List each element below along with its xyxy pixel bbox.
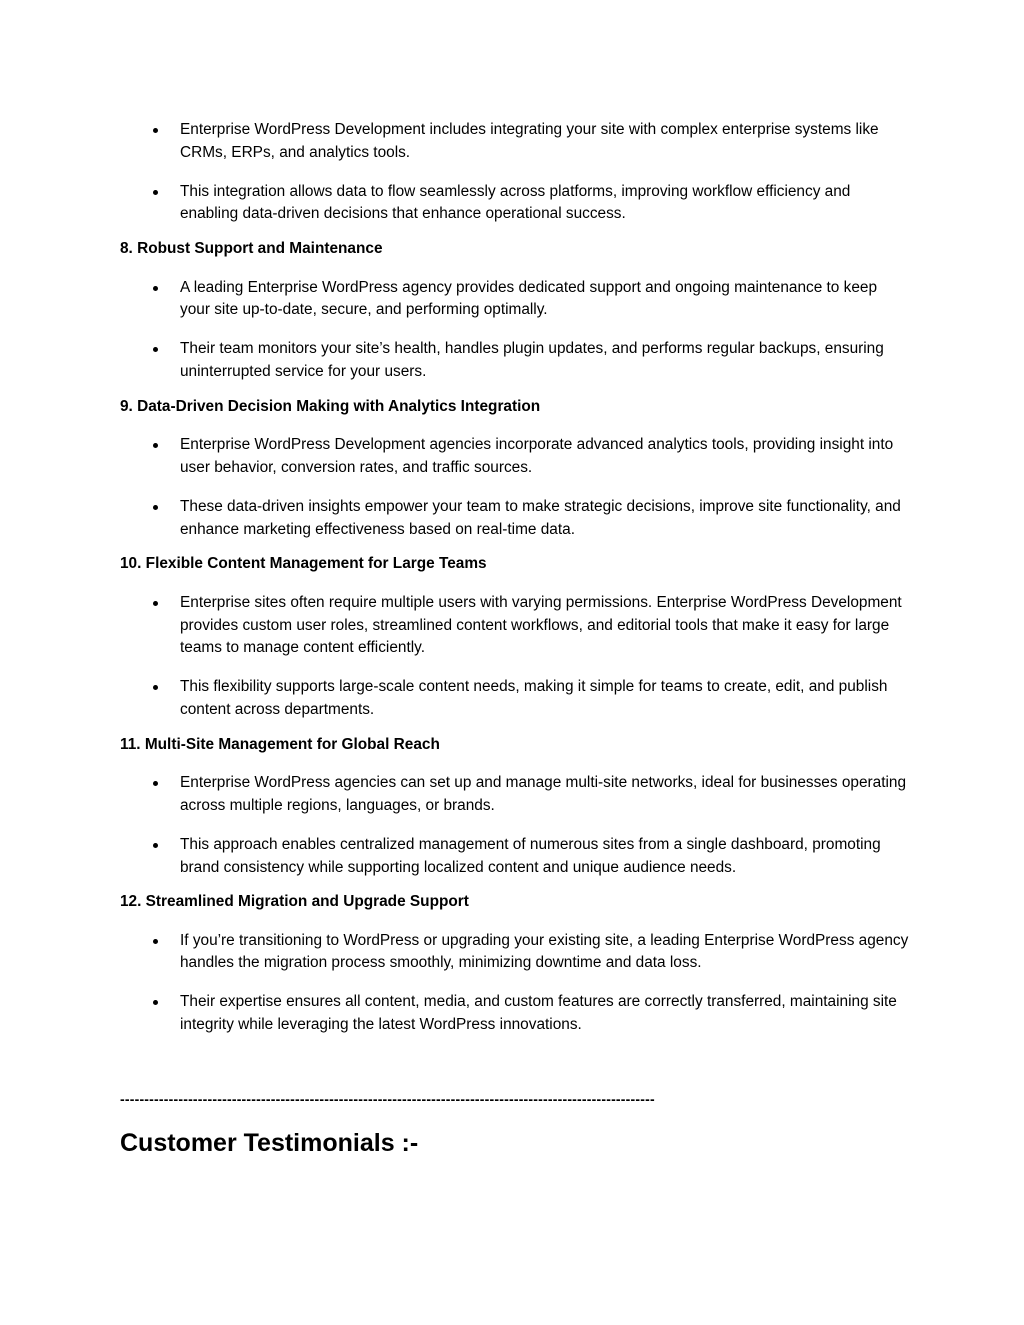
section-heading: 12. Streamlined Migration and Upgrade Support xyxy=(120,893,469,911)
bullet-icon xyxy=(153,286,158,291)
bullet-list xyxy=(120,930,910,1037)
document-page xyxy=(120,119,910,1159)
list-item xyxy=(120,834,910,879)
list-item xyxy=(120,930,910,975)
list-item xyxy=(120,592,910,660)
list-item-text: Enterprise WordPress Development includes integrating your site with complex enterprise systems like CRMs, ERPs, and analytics tools. xyxy=(180,121,879,161)
section-heading: 8. Robust Support and Maintenance xyxy=(120,240,383,258)
section-10 xyxy=(120,553,910,721)
bullet-icon xyxy=(153,601,158,606)
bullet-icon xyxy=(153,347,158,352)
list-item xyxy=(120,772,910,817)
bullet-icon xyxy=(153,505,158,510)
list-item-text: Their expertise ensures all content, media, and custom features are correctly transferred, maintaining site integrity while leveraging the latest WordPress innovations. xyxy=(180,993,897,1034)
section-heading: 9. Data-Driven Decision Making with Analytics Integration xyxy=(120,397,541,415)
list-item xyxy=(120,676,910,721)
section-heading: 10. Flexible Content Management for Large Teams xyxy=(120,555,487,573)
bullet-icon xyxy=(153,1000,158,1005)
bullet-icon xyxy=(153,843,158,848)
bullet-list xyxy=(120,592,910,722)
list-item-text: These data-driven insights empower your team to make strategic decisions, improve site functionality, and enhance marketing effectiveness based on real-time data. xyxy=(180,497,901,538)
list-item-text: A leading Enterprise WordPress agency provides dedicated support and ongoing maintenance to keep your site up-to-date, secure, and performing optimally. xyxy=(180,278,878,319)
dashed-divider: -------------------------------------------------------------------------------------------------------------- xyxy=(120,1090,655,1107)
bullet-icon xyxy=(153,685,158,690)
list-item xyxy=(120,991,910,1036)
intro-bullet-list xyxy=(120,119,910,226)
bullet-icon xyxy=(153,443,158,448)
bullet-list xyxy=(120,434,910,541)
section-12 xyxy=(120,891,910,1037)
list-item-text: This integration allows data to flow seamlessly across platforms, improving workflow efficiency and enabling data-driven decisions that enhance operational success. xyxy=(180,182,851,223)
list-item xyxy=(120,496,910,541)
bullet-icon xyxy=(153,781,158,786)
bullet-icon xyxy=(153,939,158,944)
bullet-icon xyxy=(153,190,158,195)
list-item xyxy=(120,119,910,164)
list-item-text: This flexibility supports large-scale content needs, making it simple for teams to create, edit, and publish content across departments. xyxy=(180,678,888,718)
bullet-icon xyxy=(153,128,158,133)
section-11 xyxy=(120,734,910,880)
list-item xyxy=(120,338,910,383)
bullet-list xyxy=(120,277,910,384)
list-item-text: Enterprise sites often require multiple users with varying permissions. Enterprise WordPress Development provides custom user roles, streamlined content workflows, and editorial tools that make it easy for large teams to manage content efficiently. xyxy=(180,593,902,657)
list-item-text: Enterprise WordPress agencies can set up and manage multi-site networks, ideal for businesses operating across multiple regions, languages, or brands. xyxy=(180,774,907,814)
list-item xyxy=(120,181,910,226)
bullet-list xyxy=(120,772,910,879)
section-8 xyxy=(120,238,910,384)
list-item-text: Enterprise WordPress Development agencies incorporate advanced analytics tools, providing insight into user behavior, conversion rates, and traffic sources. xyxy=(180,436,894,476)
list-item xyxy=(120,277,910,322)
list-item-text: Their team monitors your site’s health, handles plugin updates, and performs regular backups, ensuring uninterrupted service for your users. xyxy=(180,340,884,381)
list-item xyxy=(120,434,910,479)
list-item-text: This approach enables centralized management of numerous sites from a single dashboard, promoting brand consistency while supporting localized content and unique audience needs. xyxy=(180,835,881,876)
testimonials-heading: Customer Testimonials :- xyxy=(120,1128,419,1157)
section-9 xyxy=(120,396,910,542)
section-heading: 11. Multi-Site Management for Global Reach xyxy=(120,735,440,753)
list-item-text: If you’re transitioning to WordPress or upgrading your existing site, a leading Enterprise WordPress agency handles the migration process smoothly, minimizing downtime and data loss. xyxy=(180,931,909,972)
